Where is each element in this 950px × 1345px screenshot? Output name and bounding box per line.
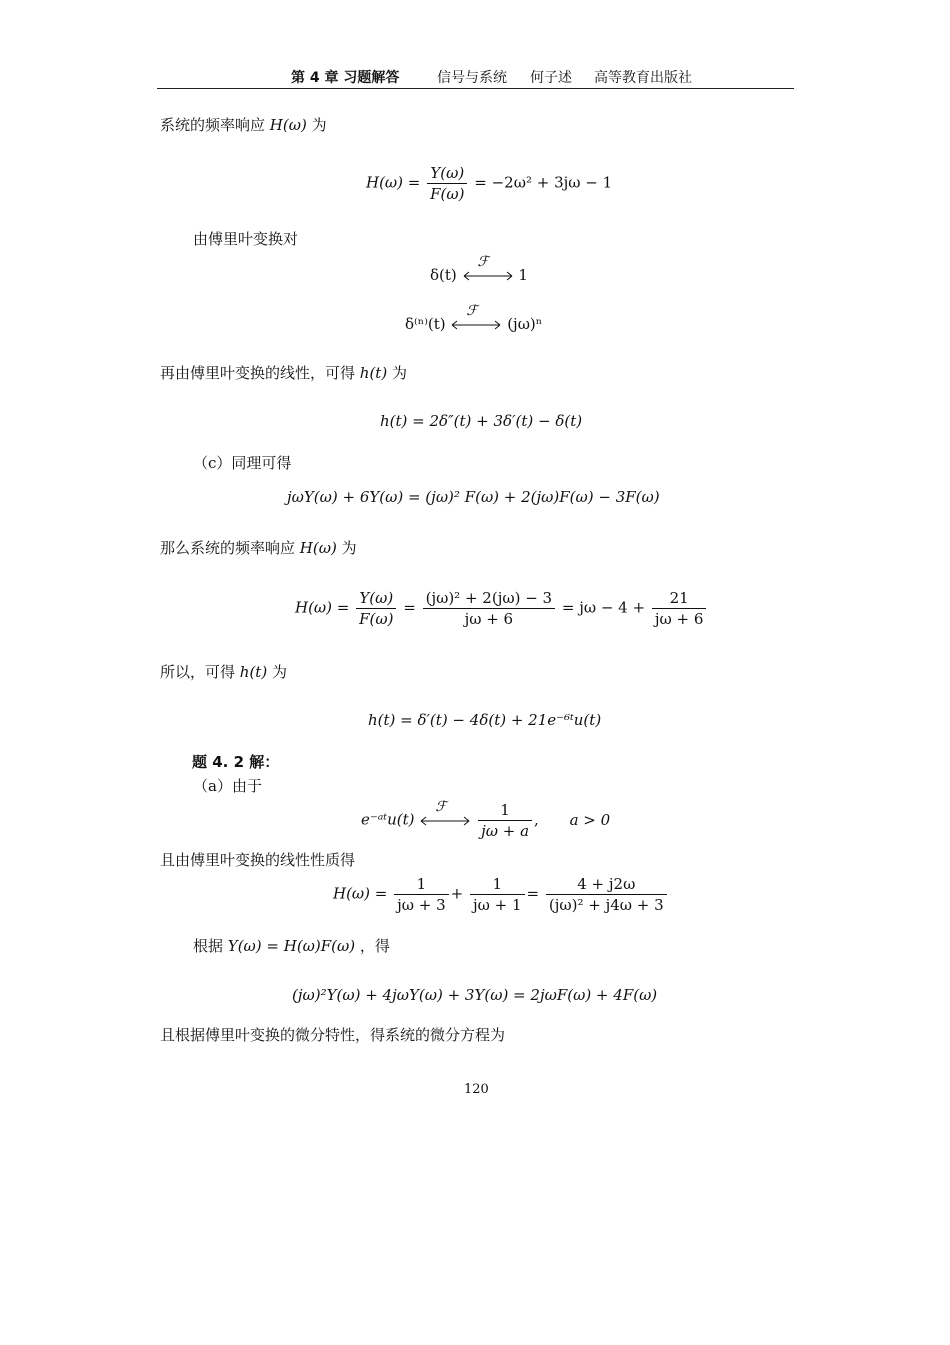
equation-middle: = jω − 4 + — [561, 598, 646, 617]
fraction — [546, 874, 667, 915]
header-publisher: 高等教育出版社 — [594, 70, 692, 86]
fourier-symbol: ℱ — [477, 254, 489, 270]
denominator: jω + 6 — [464, 610, 514, 628]
fraction — [394, 874, 449, 915]
condition: a > 0 — [569, 810, 611, 829]
fourier-pair-arrow-icon — [462, 254, 514, 283]
fraction — [356, 588, 396, 629]
denominator: (jω)² + j4ω + 3 — [548, 896, 664, 914]
math-h: h(t) — [359, 364, 388, 382]
equation-impulse-response-2: h(t) = δ′(t) − 4δ(t) + 21e⁻⁶ᵗu(t) — [368, 711, 602, 729]
math-H: H(ω) — [269, 116, 307, 134]
fraction — [652, 588, 707, 629]
text: 为 — [311, 116, 327, 134]
math-H: H(ω) — [299, 539, 337, 557]
math-h: h(t) — [239, 663, 268, 681]
text-line — [160, 362, 407, 383]
fourier-pair-arrow-icon — [419, 798, 471, 828]
text: 为 — [391, 364, 407, 382]
text-line: 且由傅里叶变换的线性性质得 — [160, 851, 356, 869]
text-line — [193, 935, 390, 956]
pair-lhs: e⁻ᵃᵗu(t) — [361, 810, 415, 829]
problem-heading: 题 4. 2 解： — [192, 753, 280, 771]
pair-rhs: 1 — [518, 266, 528, 284]
denominator: F(ω) — [430, 185, 465, 203]
fourier-symbol: ℱ — [466, 303, 478, 319]
equation-transform-pair-derivative — [405, 303, 543, 333]
header-chapter: 第 4 章 习题解答 — [291, 70, 400, 86]
equation-rhs: = −2ω² + 3jω − 1 — [474, 173, 613, 192]
fraction — [470, 874, 525, 915]
header-book-title: 信号与系统 — [437, 70, 507, 86]
text: ，得 — [359, 937, 390, 955]
text-line: 由傅里叶变换对 — [193, 230, 299, 248]
pair-lhs: δ⁽ⁿ⁾(t) — [405, 315, 446, 333]
numerator: 4 + j2ω — [546, 874, 667, 895]
equation-transform-pair-delta — [430, 254, 528, 284]
equation-H-omega-c: H(ω) = $\frac{Y(\omega)}{F(\omega)}$ = $\frac{\text{(jω)² + 2(jω) − 3}}{j\omega + 6}$ = jω − 4 + $\frac{21}{j\omega + 6}$ — [295, 588, 708, 629]
page-number: 120 — [464, 1082, 489, 1097]
text: 再由傅里叶变换的线性，可得 — [160, 364, 356, 382]
math-relation: Y(ω) = H(ω)F(ω) — [227, 937, 356, 955]
fraction — [478, 800, 532, 841]
numerator: Y(ω) — [356, 588, 396, 609]
fraction — [423, 588, 555, 629]
numerator: 1 — [394, 874, 449, 895]
text: 那么系统的频率响应 — [160, 539, 296, 557]
fourier-pair-arrow-icon — [450, 303, 502, 332]
text: 根据 — [193, 937, 224, 955]
fraction — [427, 163, 467, 204]
text-line: 且根据傅里叶变换的微分特性，得系统的微分方程为 — [160, 1026, 506, 1044]
pair-lhs: δ(t) — [430, 266, 457, 284]
math-H: H(ω) — [366, 173, 404, 192]
numerator: 1 — [478, 800, 532, 821]
numerator: (jω)² + 2(jω) − 3 — [423, 588, 555, 609]
text: 所以，可得 — [160, 663, 236, 681]
text-line — [160, 114, 327, 135]
text: 系统的频率响应 — [160, 116, 266, 134]
equation-impulse-response-1: h(t) = 2δ″(t) + 3δ′(t) − δ(t) — [380, 412, 583, 430]
header-rule — [157, 88, 794, 89]
math-H: H(ω) — [295, 598, 333, 617]
denominator: F(ω) — [359, 610, 394, 628]
text-line — [160, 537, 357, 558]
text-line: （c）同理可得 — [193, 454, 292, 472]
denominator: jω + 1 — [473, 896, 522, 914]
text: 为 — [341, 539, 357, 557]
equation-frequency-domain-c: jωY(ω) + 6Y(ω) = (jω)² F(ω) + 2(jω)F(ω) − 3F(ω) — [287, 488, 660, 506]
text-line: （a）由于 — [193, 777, 262, 795]
header-author: 何子述 — [530, 70, 572, 86]
pair-rhs: (jω)ⁿ — [507, 315, 543, 333]
denominator: jω + a — [481, 822, 530, 840]
math-H: H(ω) — [333, 884, 371, 903]
equation-H-omega-a: H(ω) = $\frac{1}{j\omega + 3}$ + $\frac{1}{j\omega + 1}$ = $\frac{4 + j2\omega}{\text{(jω)² + j4ω + 3}}$ — [333, 874, 669, 915]
text-line — [160, 661, 287, 682]
denominator: jω + 3 — [397, 896, 446, 914]
numerator: 21 — [652, 588, 707, 609]
text: 为 — [271, 663, 287, 681]
numerator: Y(ω) — [427, 163, 467, 184]
equation-H-omega: H(ω) = $\frac{Y(\omega)}{F(\omega)}$ = −2ω² + 3jω − 1 — [366, 164, 613, 203]
numerator: 1 — [470, 874, 525, 895]
equation-transform-pair-exponential: e⁻ᵃᵗu(t) ℱ $\frac{1}{j\omega + a}$ , a > 0 — [361, 798, 611, 840]
denominator: jω + 6 — [654, 610, 704, 628]
fourier-symbol: ℱ — [435, 798, 447, 815]
equation-time-domain-a: (jω)²Y(ω) + 4jωY(ω) + 3Y(ω) = 2jωF(ω) + 4F(ω) — [292, 986, 658, 1004]
